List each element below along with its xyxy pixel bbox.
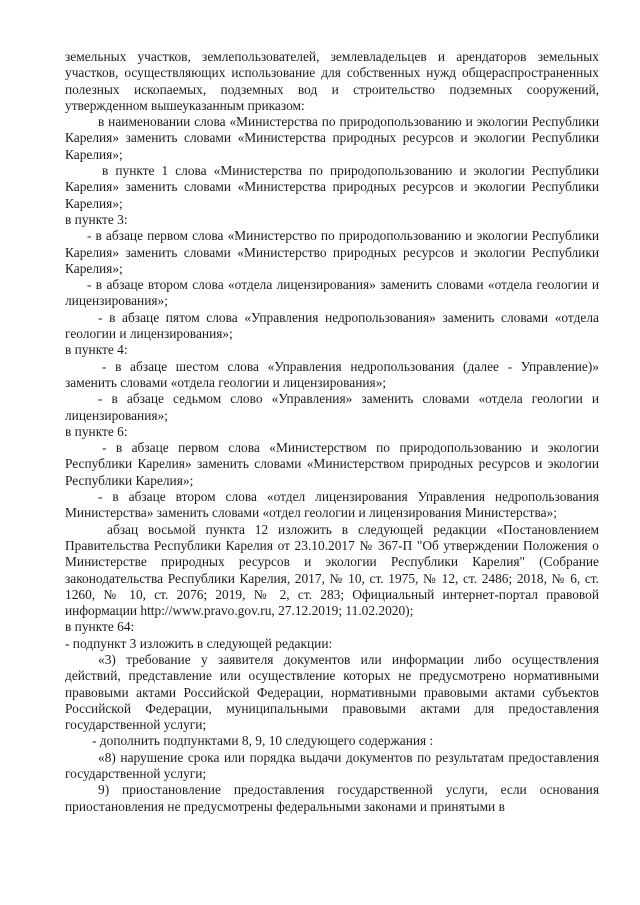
paragraph: - в абзаце седьмом слово «Управления» заменить словами «отдела геологии и лицензирования»; [65, 391, 599, 423]
paragraph: - дополнить подпунктами 8, 9, 10 следующего содержания : [92, 733, 434, 749]
paragraph: 9) приостановление предоставления государственной услуги, если основания приостановления не предусмотрены федеральными законами и принятыми в [65, 782, 599, 814]
paragraph: в пункте 1 слова «Министерства по природопользованию и экологии Республики Карелия» заменить словами «Министерства природных ресурсов и экологии Республики Карелия»; [65, 163, 599, 211]
paragraph: - в абзаце шестом слова «Управления недропользования (далее - Управление)» заменить словами «отдела геологии и лицензирования»; [65, 358, 599, 390]
paragraph: в наименовании слова «Министерства по природопользованию и экологии Республики Карелия» заменить словами «Министерства природных ресурсов и экологии Республики Карелия»; [65, 114, 599, 162]
paragraph: - в абзаце первом слова «Министерством по природопользованию и экологии Республики Карелия» заменить словами «Министерством природных ресурсов и экологии Республики Карелия»; [65, 440, 599, 488]
paragraph: в пункте 3: [65, 211, 128, 227]
paragraph: - в абзаце втором слова «отдела лицензирования» заменить словами «отдела геологии и лицензирования»; [65, 277, 599, 309]
paragraph: - подпункт 3 изложить в следующей редакции: [65, 635, 333, 651]
paragraph: - в абзаце первом слова «Министерство по природопользованию и экологии Республики Карелия» заменить словами «Министерство природных ресурсов и экологии Республики Карелия»; [65, 228, 599, 276]
paragraph: «3) требование у заявителя документов или информации либо осуществления действий, представление или осуществление которых не предусмотрено нормативными правовыми актами Российской Федерации, нормативными правовыми актами субъектов Российской Федерации, муниципальными правовыми актами для предоставления государственной услуги; [65, 651, 599, 733]
paragraph: в пункте 6: [65, 423, 128, 439]
paragraph: - в абзаце пятом слова «Управления недропользования» заменить словами «отдела геологии и лицензирования»; [65, 309, 599, 342]
paragraph: - в абзаце втором слова «отдел лицензирования Управления недропользования Министерства» заменить словами «отдел геологии и лицензирования Министерства»; [65, 489, 599, 521]
paragraph: «8) нарушение срока или порядка выдачи документов по результатам предоставления государственной услуги; [65, 749, 599, 782]
paragraph: в пункте 4: [65, 342, 128, 358]
document-text [65, 49, 599, 815]
paragraph: в пункте 64: [65, 619, 135, 635]
paragraph: абзац восьмой пункта 12 изложить в следующей редакции «Постановлением Правительства Республики Карелия от 23.10.2017 № 367-П "Об утверждении Положения о Министерстве природных ресурсов и экологии Республики Карелия" (Собрание законодательства Республики Карелия, 2017, № 10, ст. 1975, № 12, ст. 2486; 2018, № 6, ст. 1260, № 10, ст. 2076; 2019, № 2, ст. 283; Официальный интернет-портал правовой информации http://www.pravo.gov.ru, 27.12.2019; 11.02.2020); [65, 521, 599, 619]
paragraph: земельных участков, землепользователей, землевладельцев и арендаторов земельных участков, осуществляющих использование для собственных нужд общераспространенных полезных ископаемых, подземных вод и строительство подземных сооружений, утвержденном вышеуказанным приказом: [65, 49, 599, 113]
